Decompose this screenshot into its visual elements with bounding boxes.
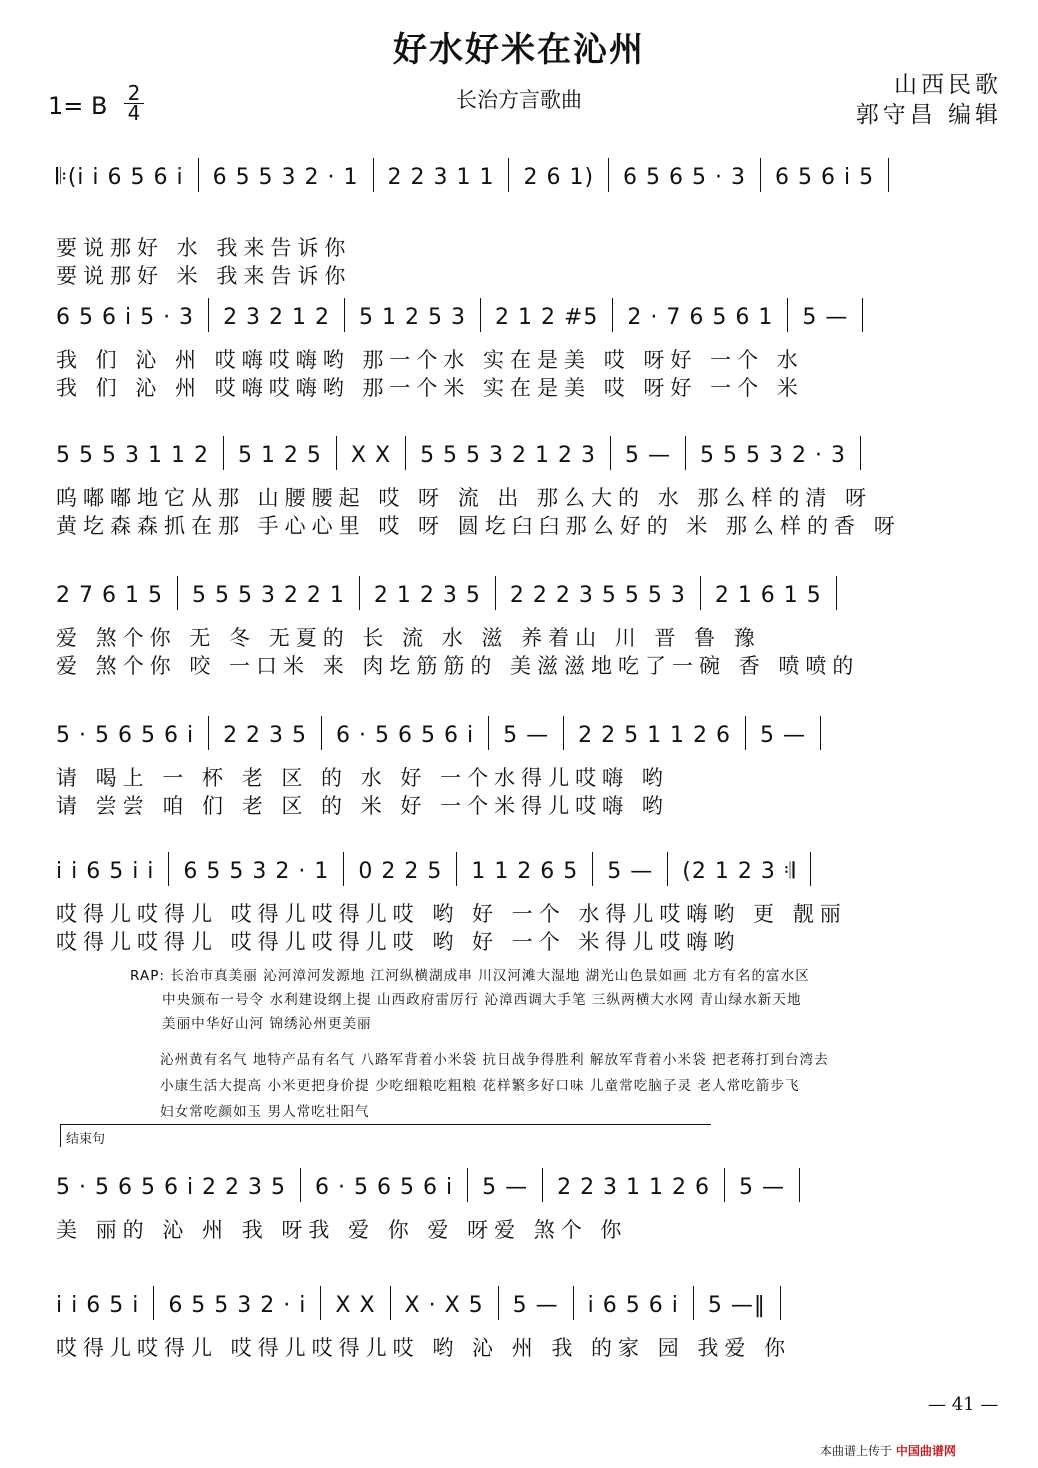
rap-line: RAP: 长治市真美丽 沁河漳河发源地 江河纵横湖成串 川汉河滩大湿地 湖光山色景如画 北方有名的富水区 xyxy=(130,968,810,984)
barline xyxy=(685,436,686,470)
barline xyxy=(693,1286,694,1320)
barline xyxy=(320,1286,321,1320)
measure: 6 5 5 3 2 · 1 xyxy=(183,859,330,884)
song-subtitle: 长治方言歌曲 xyxy=(456,88,582,112)
ending-lyric-line: 美 丽的 沁 州 我 呀我 爱 你 爱 呀爱 煞个 你 xyxy=(56,1218,628,1242)
measure: 5 — xyxy=(607,859,654,884)
score-notes-row xyxy=(56,158,903,192)
barline xyxy=(495,576,496,610)
barline xyxy=(488,716,489,750)
measure: 6 · 5 6 5 6 i xyxy=(336,723,475,748)
barline xyxy=(373,158,374,192)
barline xyxy=(390,1286,391,1320)
measure: 2 7 6 1 5 xyxy=(56,583,163,608)
measure: 2 2 2 3 5 5 5 3 xyxy=(509,583,686,608)
measure: 5 — xyxy=(512,1293,559,1318)
measure: 2 1 6 1 5 xyxy=(714,583,822,608)
measure: 5 — xyxy=(739,1175,786,1200)
barline xyxy=(573,1286,574,1320)
barline xyxy=(508,158,509,192)
ending-lyric-line: 哎得儿哎得儿 哎得儿哎得儿哎 哟 沁 州 我 的家 园 我爱 你 xyxy=(56,1336,792,1360)
measure: 5 5 5 3 2 1 2 3 xyxy=(420,443,596,468)
barline xyxy=(336,436,337,470)
barline xyxy=(198,158,199,192)
barline xyxy=(862,298,863,332)
score-notes-row xyxy=(56,436,875,470)
barline xyxy=(300,1168,301,1202)
measure: 2 3 2 1 2 xyxy=(223,305,331,330)
barline xyxy=(592,852,593,886)
measure: 2 2 5 1 1 2 6 xyxy=(578,723,732,748)
barline xyxy=(405,436,406,470)
measure: 6 5 5 3 2 · i xyxy=(168,1293,307,1318)
measure: 5 5 5 3 1 1 2 xyxy=(56,443,209,468)
song-title: 好水好米在沁州 xyxy=(393,30,645,70)
rap-line: 小康生活大提高 小米更把身价提 少吃细粮吃粗粮 花样繁多好口味 儿童常吃脑子灵 老人常吃箭步飞 xyxy=(160,1078,800,1094)
ending-notes-row xyxy=(56,1286,795,1320)
barline xyxy=(480,298,481,332)
score-lyric-line: 哎得儿哎得儿 哎得儿哎得儿哎 哟 好 一个 水得儿哎嗨哟 更 靓丽 xyxy=(56,902,847,926)
score-lyric-line: 爱 煞个你 咬 一口米 来 肉圪筋筋的 美滋滋地吃了一碗 香 喷喷的 xyxy=(56,654,860,678)
measure: 5 —‖ xyxy=(707,1293,766,1318)
key-signature: 1= B xyxy=(48,92,108,120)
barline xyxy=(787,298,788,332)
measure: 6 5 5 3 2 · 1 xyxy=(212,165,359,190)
footer-brand: 中国曲谱网 xyxy=(895,1444,956,1458)
measure: i i 6 5 i xyxy=(56,1293,140,1318)
barline xyxy=(456,852,457,886)
barline xyxy=(760,158,761,192)
barline xyxy=(467,1168,468,1202)
measure: X X xyxy=(350,443,392,468)
barline xyxy=(724,1168,725,1202)
measure: 6 5 6 5 · 3 xyxy=(623,165,746,190)
barline xyxy=(208,298,209,332)
score-lyric-line: 请 喝上 一 杯 老 区 的 水 好 一个水得儿哎嗨 哟 xyxy=(56,766,669,790)
barline xyxy=(563,716,564,750)
measure: 5 5 5 3 2 · 3 xyxy=(700,443,846,468)
measure: 6 5 6 i 5 · 3 xyxy=(56,305,195,330)
measure: 1 1 2 6 5 xyxy=(471,859,579,884)
barline xyxy=(780,1286,781,1320)
barline xyxy=(359,576,360,610)
score-lyric-line: 要说那好 米 我来告诉你 xyxy=(56,264,352,288)
measure: 5 · 5 6 5 6 i 2 2 3 5 xyxy=(56,1175,287,1200)
barline xyxy=(810,852,811,886)
measure: 5 — xyxy=(503,723,550,748)
ending-bracket xyxy=(60,1124,711,1147)
song-editor: 郭守昌 编辑 xyxy=(855,102,1002,128)
score-notes-row xyxy=(56,576,851,610)
rap-line: 妇女常吃颜如玉 男人常吃壮阳气 xyxy=(160,1104,370,1120)
score-lyric-line: 我 们 沁 州 哎嗨哎嗨哟 那一个米 实在是美 哎 呀好 一个 米 xyxy=(56,376,804,400)
footer xyxy=(820,1442,956,1459)
measure: 0 2 2 5 xyxy=(358,859,443,884)
score-notes-row xyxy=(56,852,825,886)
time-signature xyxy=(124,81,144,125)
measure: 2 6 1) xyxy=(523,165,595,190)
score-lyric-line: 请 尝尝 咱 们 老 区 的 米 好 一个米得儿哎嗨 哟 xyxy=(56,794,669,818)
score-lyric-line: 爱 煞个你 无 冬 无夏的 长 流 水 滋 养着山 川 晋 鲁 豫 xyxy=(56,626,761,650)
barline xyxy=(542,1168,543,1202)
measure: 2 2 3 5 xyxy=(223,723,308,748)
barline xyxy=(612,298,613,332)
score-lyric-line: 要说那好 水 我来告诉你 xyxy=(56,236,352,260)
rap-line: 美丽中华好山河 锦绣沁州更美丽 xyxy=(162,1016,372,1032)
score-notes-row xyxy=(56,298,877,332)
barline xyxy=(610,436,611,470)
measure: 6 · 5 6 5 6 i xyxy=(315,1175,454,1200)
barline xyxy=(343,852,344,886)
barline xyxy=(820,716,821,750)
ending-label: 结束句 xyxy=(66,1132,106,1147)
barline xyxy=(168,852,169,886)
measure: 2 1 2 3 5 xyxy=(373,583,481,608)
time-top: 2 xyxy=(127,81,141,105)
measure: X · X 5 xyxy=(404,1293,484,1318)
barline xyxy=(321,716,322,750)
footer-text: 本曲谱上传于 xyxy=(820,1444,893,1458)
score-lyric-line: 黄圪森森抓在那 手心心里 哎 呀 圆圪臼臼那么好的 米 那么样的香 呀 xyxy=(56,514,901,538)
barline xyxy=(344,298,345,332)
barline xyxy=(223,436,224,470)
measure: 2 2 3 1 1 2 6 xyxy=(557,1175,711,1200)
page-number: — 41 — xyxy=(928,1394,999,1415)
measure: 𝄆(i i 6 5 6 i xyxy=(56,165,184,190)
score-lyric-line: 呜嘟嘟地它从那 山腰腰起 哎 呀 流 出 那么大的 水 那么样的清 呀 xyxy=(56,486,873,510)
barline xyxy=(860,436,861,470)
song-origin: 山西民歌 xyxy=(894,72,1002,98)
score-lyric-line: 哎得儿哎得儿 哎得儿哎得儿哎 哟 好 一个 米得儿哎嗨哟 xyxy=(56,930,741,954)
barline xyxy=(153,1286,154,1320)
rap-line: 中央颁布一号令 水利建设纲上提 山西政府雷厉行 沁漳西调大手笔 三纵两横大水网 青山绿水新天地 xyxy=(162,992,802,1008)
measure: X X xyxy=(335,1293,376,1318)
barline xyxy=(208,716,209,750)
measure: 6 5 6 i 5 xyxy=(775,165,875,190)
measure: 5 — xyxy=(482,1175,529,1200)
ending-notes-row xyxy=(56,1168,814,1202)
score-lyric-line: 我 们 沁 州 哎嗨哎嗨哟 那一个水 实在是美 哎 呀好 一个 水 xyxy=(56,348,804,372)
measure: 5 — xyxy=(760,723,807,748)
barline xyxy=(700,576,701,610)
score-notes-row xyxy=(56,716,835,750)
measure: 2 · 7 6 5 6 1 xyxy=(627,305,774,330)
measure: 2 2 3 1 1 xyxy=(387,165,495,190)
measure: 5 1 2 5 3 xyxy=(359,305,466,330)
barline xyxy=(745,716,746,750)
measure: i 6 5 6 i xyxy=(587,1293,679,1318)
barline xyxy=(608,158,609,192)
barline xyxy=(498,1286,499,1320)
measure: i i 6 5 i i xyxy=(56,859,155,884)
measure: 2 1 2 #5 xyxy=(495,305,599,330)
rap-line: 沁州黄有名气 地特产品有名气 八路军背着小米袋 抗日战争得胜利 解放军背着小米袋 把老蒋打到台湾去 xyxy=(160,1052,829,1068)
barline xyxy=(177,576,178,610)
measure: 5 · 5 6 5 6 i xyxy=(56,723,195,748)
barline xyxy=(799,1168,800,1202)
barline xyxy=(888,158,889,192)
barline xyxy=(667,852,668,886)
time-bottom: 4 xyxy=(127,101,141,125)
measure: 5 — xyxy=(802,305,849,330)
barline xyxy=(836,576,837,610)
measure: 5 5 5 3 2 2 1 xyxy=(191,583,345,608)
measure: (2 1 2 3 𝄇 xyxy=(682,859,796,884)
measure: 5 — xyxy=(625,443,671,468)
measure: 5 1 2 5 xyxy=(237,443,322,468)
